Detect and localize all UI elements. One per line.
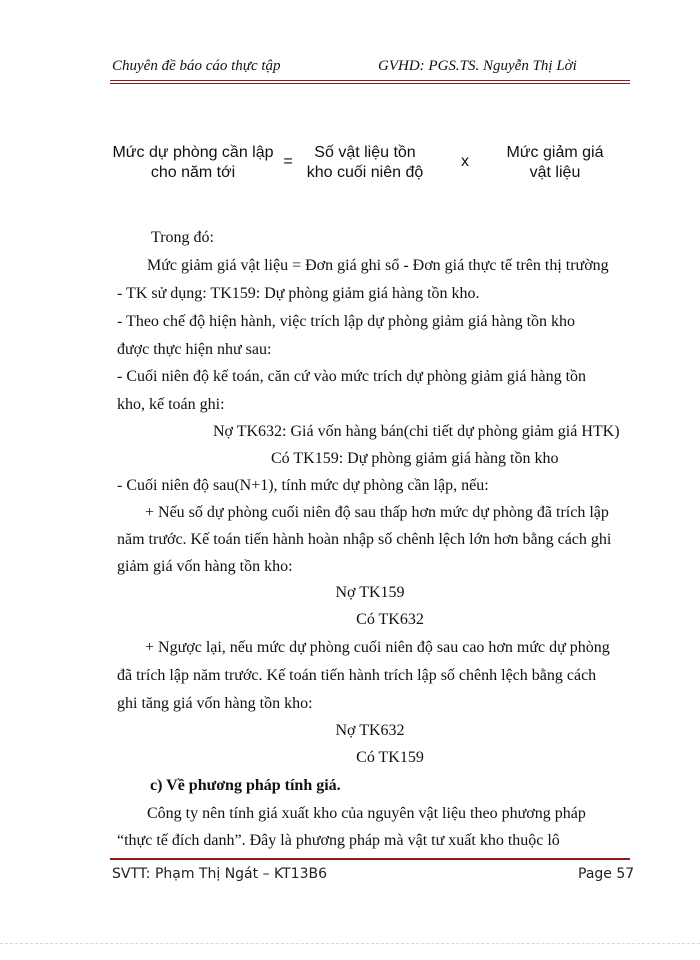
page-bottom-edge xyxy=(0,943,700,944)
footer-rule xyxy=(110,858,630,860)
nien-do-sau: - Cuối niên độ sau(N+1), tính mức dự phòng cần lập, nếu: xyxy=(117,477,489,494)
header-rule xyxy=(110,80,630,81)
che-do-line1: - Theo chế độ hiện hành, việc trích lập dự phòng giảm giá hàng tồn kho xyxy=(117,313,576,330)
entry1-no: Nợ TK159 xyxy=(335,584,405,601)
cuoi-nien-do-line1: - Cuối niên độ kế toán, căn cứ vào mức trích dự phòng giảm giá hàng tồn xyxy=(117,368,587,385)
tk-su-dung: - TK sử dụng: TK159: Dự phòng giảm giá hàng tồn kho. xyxy=(117,285,480,302)
neu-line3: giảm giá vốn hàng tồn kho: xyxy=(117,558,293,575)
nguoc-line1: + Ngược lại, nếu mức dự phòng cuối niên độ sau cao hơn mức dự phòng xyxy=(145,639,610,656)
formula-mid: Số vật liệu tồn kho cuối niên độ xyxy=(306,144,424,181)
header-advisor: GVHD: PGS.TS. Nguyễn Thị Lời xyxy=(378,58,577,74)
journal-co-tk159: Có TK159: Dự phòng giảm giá hàng tồn kho xyxy=(271,450,559,467)
neu-line1: + Nếu số dự phòng cuối niên độ sau thấp hơn mức dự phòng đã trích lập xyxy=(145,504,609,521)
cuoi-nien-do-line2: kho, kế toán ghi: xyxy=(117,396,225,413)
entry2-co: Có TK159 xyxy=(356,749,424,766)
formula-lhs: Mức dự phòng cần lập cho năm tới xyxy=(112,144,274,181)
header-rule-2 xyxy=(110,83,630,84)
footer-author: SVTT: Phạm Thị Ngát – KT13B6 xyxy=(112,866,327,882)
nguoc-line2: đã trích lập năm trước. Kế toán tiến hành trích lập số chênh lệch bằng cách xyxy=(117,667,597,684)
muc-giam-gia-def: Mức giảm giá vật liệu = Đơn giá ghi sổ - Đơn giá thực tế trên thị trường xyxy=(147,257,609,274)
neu-line2: năm trước. Kế toán tiến hành hoàn nhập số chênh lệch lớn hơn bằng cách ghi xyxy=(117,531,612,548)
formula-equals: = xyxy=(283,153,293,170)
page-number: Page 57 xyxy=(578,866,635,882)
cong-ty-line2: “thực tế đích danh”. Đây là phương pháp mà vật tư xuất kho thuộc lô xyxy=(117,832,560,849)
che-do-line2: được thực hiện như sau: xyxy=(117,341,272,358)
trong-do: Trong đó: xyxy=(151,229,214,246)
section-c-heading: c) Về phương pháp tính giá. xyxy=(150,777,341,794)
journal-no-tk632: Nợ TK632: Giá vốn hàng bán(chi tiết dự phòng giảm giá HTK) xyxy=(213,423,620,440)
entry2-no: Nợ TK632 xyxy=(335,722,405,739)
nguoc-line3: ghi tăng giá vốn hàng tồn kho: xyxy=(117,695,313,712)
cong-ty-line1: Công ty nên tính giá xuất kho của nguyên vật liệu theo phương pháp xyxy=(147,805,586,822)
entry1-co: Có TK632 xyxy=(356,611,424,628)
header-title: Chuyên đề báo cáo thực tập xyxy=(112,58,281,74)
formula-rhs: Mức giảm giá vật liệu xyxy=(506,144,604,181)
formula-times: x xyxy=(461,153,469,170)
